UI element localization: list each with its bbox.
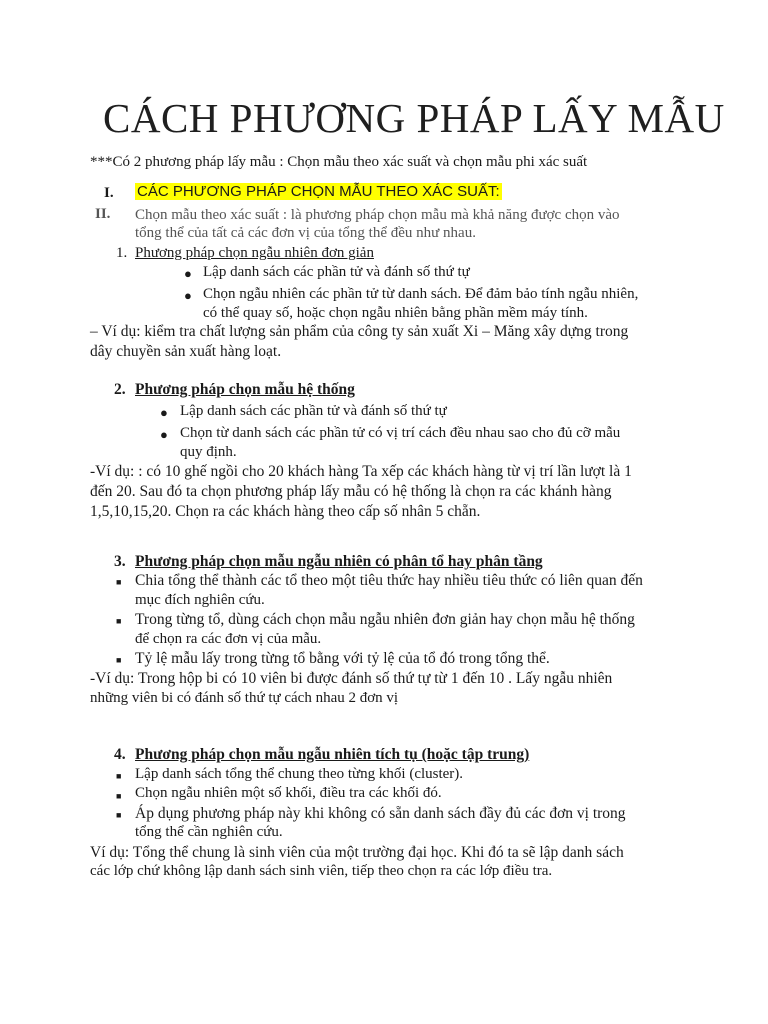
bullet-square-icon: ■	[116, 655, 122, 665]
method-number: 3.	[114, 553, 126, 570]
example-text: các lớp chứ không lập danh sách sinh viên, tiếp theo chọn ra các lớp điều tra.	[90, 863, 553, 879]
bullet-text: Chọn từ danh sách các phần tử có vị trí cách đều nhau sao cho đủ cỡ mẫu	[180, 425, 621, 441]
section-heading-text: CÁC PHƯƠNG PHÁP CHỌN MẪU THEO XÁC SUẤT:	[137, 183, 500, 200]
section-heading-highlighted	[135, 183, 502, 201]
example-text: đến 20. Sau đó ta chọn phương pháp lấy mẫu có hệ thống là chọn ra các khánh hàng	[90, 483, 612, 500]
bullet-text: Tỷ lệ mẫu lấy trong từng tổ bằng với tỷ lệ của tổ đó trong tổng thể.	[135, 650, 550, 667]
example-text: dây chuyền sản xuất hàng loạt.	[90, 343, 282, 360]
method-number: 2.	[114, 381, 126, 398]
bullet-text: Chọn ngẫu nhiên một số khối, điều tra các khối đó.	[135, 785, 442, 801]
method-heading: Phương pháp chọn ngẫu nhiên đơn giản	[135, 245, 374, 261]
bullet-dot-icon: ●	[160, 405, 168, 420]
example-text: Ví dụ: Tổng thể chung là sinh viên của một trường đại học. Khi đó ta sẽ lập danh sách	[90, 844, 624, 861]
method-heading: Phương pháp chọn mẫu hệ thống	[135, 381, 355, 398]
bullet-text: Lập danh sách các phần tử và đánh số thứ tự	[203, 264, 470, 280]
example-text: – Ví dụ: kiểm tra chất lượng sản phẩm của công ty sản xuất Xi – Măng xây dựng trong	[90, 323, 629, 340]
method-heading: Phương pháp chọn mẫu ngẫu nhiên có phân tổ hay phân tầng	[135, 553, 543, 570]
bullet-square-icon: ■	[116, 577, 122, 587]
section-text-line: tổng thể của tất cả các đơn vị của tổng thể đều như nhau.	[135, 225, 476, 241]
bullet-text: mục đích nghiên cứu.	[135, 592, 265, 608]
example-text: 1,5,10,15,20. Chọn ra các khách hàng theo cấp số nhân 5 chẵn.	[90, 503, 481, 520]
bullet-square-icon: ■	[116, 810, 122, 820]
bullet-square-icon: ■	[116, 616, 122, 626]
example-text: -Ví dụ: : có 10 ghế ngồi cho 20 khách hàng Ta xếp các khách hàng từ vị trí lần lượt là 1	[90, 463, 632, 480]
bullet-text: Trong từng tổ, dùng cách chọn mẫu ngẫu nhiên đơn giản hay chọn mẫu hệ thống	[135, 611, 635, 628]
bullet-square-icon: ■	[116, 771, 122, 781]
bullet-text: tổng thể cần nghiên cứu.	[135, 824, 283, 840]
example-text: -Ví dụ: Trong hộp bi có 10 viên bi được đánh số thứ tự từ 1 đến 10 . Lấy ngẫu nhiên	[90, 670, 613, 687]
bullet-text: để chọn ra các đơn vị của mẫu.	[135, 631, 322, 647]
bullet-text: Lập danh sách tổng thể chung theo từng khối (cluster).	[135, 766, 464, 782]
bullet-text: quy định.	[180, 444, 237, 460]
bullet-dot-icon: ●	[160, 427, 168, 442]
section-text-line: Chọn mẫu theo xác suất : là phương pháp chọn mẫu mà khả năng được chọn vào	[135, 207, 620, 223]
method-number: 1.	[116, 245, 128, 261]
page-title: CÁCH PHƯƠNG PHÁP LẤY MẪU	[103, 95, 725, 141]
intro-text: ***Có 2 phương pháp lấy mẫu : Chọn mẫu theo xác suất và chọn mẫu phi xác suất	[90, 154, 588, 170]
bullet-text: Áp dụng phương pháp này khi không có sẵn danh sách đầy đủ các đơn vị trong	[135, 805, 626, 822]
example-text: những viên bi có đánh số thứ tự cách nhau 2 đơn vị	[90, 690, 399, 706]
method-heading: Phương pháp chọn mẫu ngẫu nhiên tích tụ (hoặc tập trung)	[135, 746, 530, 763]
section-number-ii: II.	[95, 206, 111, 222]
bullet-text: Chọn ngẫu nhiên các phần tử từ danh sách. Để đảm bảo tính ngẫu nhiên,	[203, 286, 639, 302]
bullet-text: có thể quay số, hoặc chọn ngẫu nhiên bằng phần mềm máy tính.	[203, 305, 588, 321]
bullet-square-icon: ■	[116, 791, 122, 801]
method-number: 4.	[114, 746, 126, 763]
bullet-text: Chia tổng thể thành các tổ theo một tiêu thức hay nhiều tiêu thức có liên quan đến	[135, 572, 643, 589]
bullet-text: Lập danh sách các phần tử và đánh số thứ tự	[180, 403, 447, 419]
bullet-dot-icon: ●	[184, 266, 192, 281]
section-number-i: I.	[104, 185, 114, 201]
bullet-dot-icon: ●	[184, 288, 192, 303]
